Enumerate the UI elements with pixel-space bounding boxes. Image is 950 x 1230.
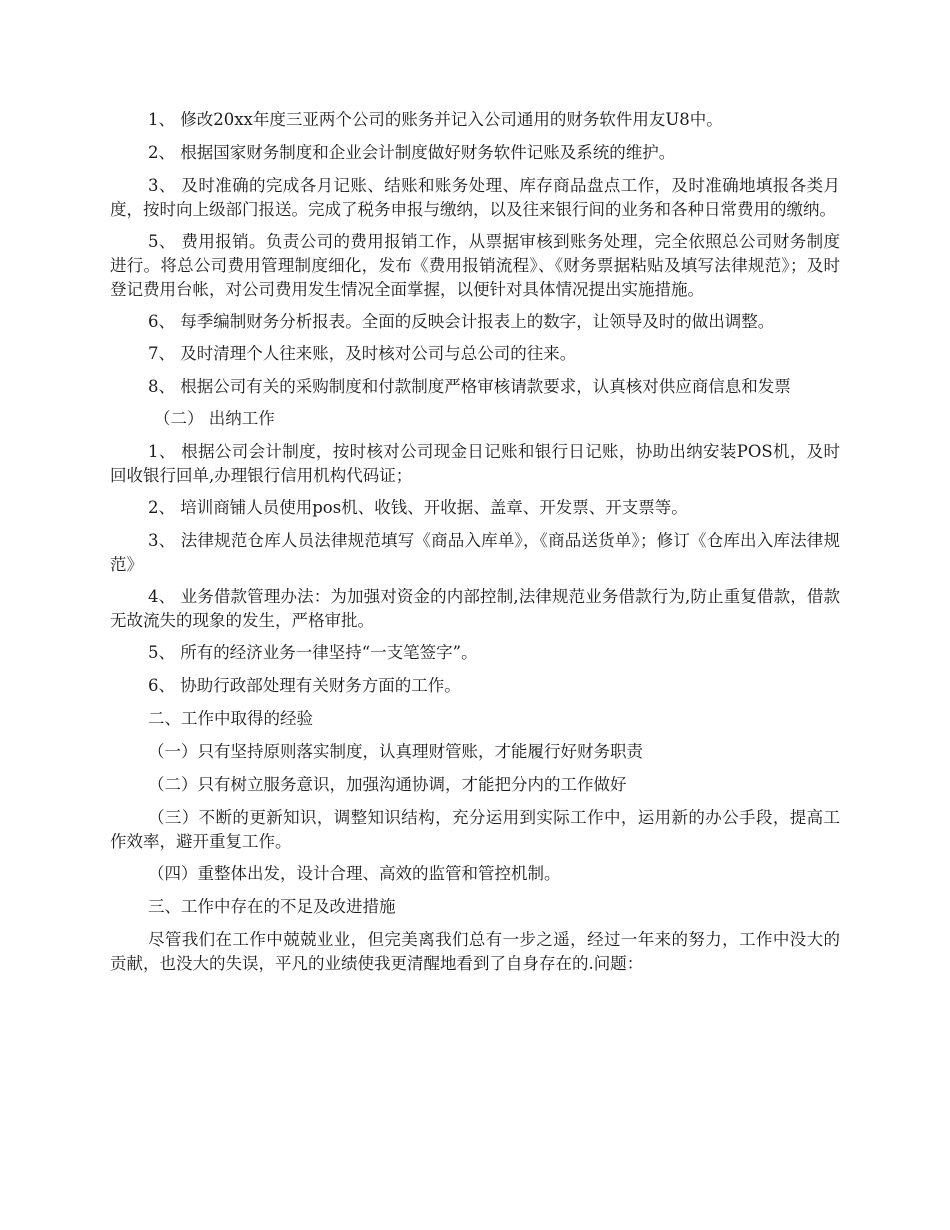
experience-item-1: （一）只有坚持原则落实制度，认真理财管账，才能履行好财务职责 [148,742,643,761]
document-body [110,108,840,984]
paragraph-item-1: 1、 修改20xx年度三亚两个公司的账务并记入公司通用的财务软件用友U8中。 [148,110,723,129]
paragraph-cashier-1: 1、 根据公司会计制度，按时核对公司现金日记账和银行日记账，协助出纳安装POS机，及时回收银行回单,办理银行信用机构代码证； [110,442,840,485]
paragraph-item-6: 6、 每季编制财务分析报表。全面的反映会计报表上的数字，让领导及时的做出调整。 [148,312,775,331]
paragraph-item-8: 8、 根据公司有关的采购制度和付款制度严格审核请款要求，认真核对供应商信息和发票 [148,377,791,396]
experience-item-3: （三）不断的更新知识，调整知识结构，充分运用到实际工作中，运用新的办公手段，提高工作效率，避开重复工作。 [110,808,840,851]
paragraph-cashier-6: 6、 协助行政部处理有关财务方面的工作。 [148,676,461,695]
paragraph-cashier-5: 5、 所有的经济业务一律坚持“一支笔签字”。 [148,643,478,662]
paragraph-cashier-3: 3、 法律规范仓库人员法律规范填写《商品入库单》，《商品送货单》；修订《仓库出入库法律规范》 [110,531,840,574]
section-heading-cashier: （二） 出纳工作 [154,409,275,428]
section-heading-shortcomings: 三、工作中存在的不足及改进措施 [148,897,396,916]
paragraph-cashier-2: 2、 培训商铺人员使用pos机、收钱、开收据、盖章、开发票、开支票等。 [148,498,688,517]
paragraph-item-7: 7、 及时清理个人往来账，及时核对公司与总公司的往来。 [148,344,577,363]
section-heading-experience: 二、工作中取得的经验 [148,709,313,728]
paragraph-item-3: 3、 及时准确的完成各月记账、结账和账务处理、库存商品盘点工作，及时准确地填报各类月度，按时向上级部门报送。完成了税务申报与缴纳，以及往来银行间的业务和各种日常费用的缴纳。 [110,176,840,219]
paragraph-shortcomings: 尽管我们在工作中兢兢业业，但完美离我们总有一步之遥，经过一年来的努力，工作中没大的贡献，也没大的失误，平凡的业绩使我更清醒地看到了自身存在的.问题： [110,930,840,973]
paragraph-item-2: 2、 根据国家财务制度和企业会计制度做好财务软件记账及系统的维护。 [148,143,676,162]
paragraph-cashier-4: 4、 业务借款管理办法：为加强对资金的内部控制,法律规范业务借款行为,防止重复借款，借款无故流失的现象的发生，严格审批。 [110,587,840,630]
experience-item-2: （二）只有树立服务意识，加强沟通协调，才能把分内的工作做好 [148,775,627,794]
paragraph-item-5: 5、 费用报销。负责公司的费用报销工作，从票据审核到账务处理，完全依照总公司财务制度进行。将总公司费用管理制度细化，发布《费用报销流程》、《财务票据粘贴及填写法律规范》；及时登记费用台帐，对公司费用发生情况全面掌握，以便针对具体情况提出实施措施。 [110,232,840,299]
experience-item-4: （四）重整体出发，设计合理、高效的监管和管控机制。 [148,864,561,883]
